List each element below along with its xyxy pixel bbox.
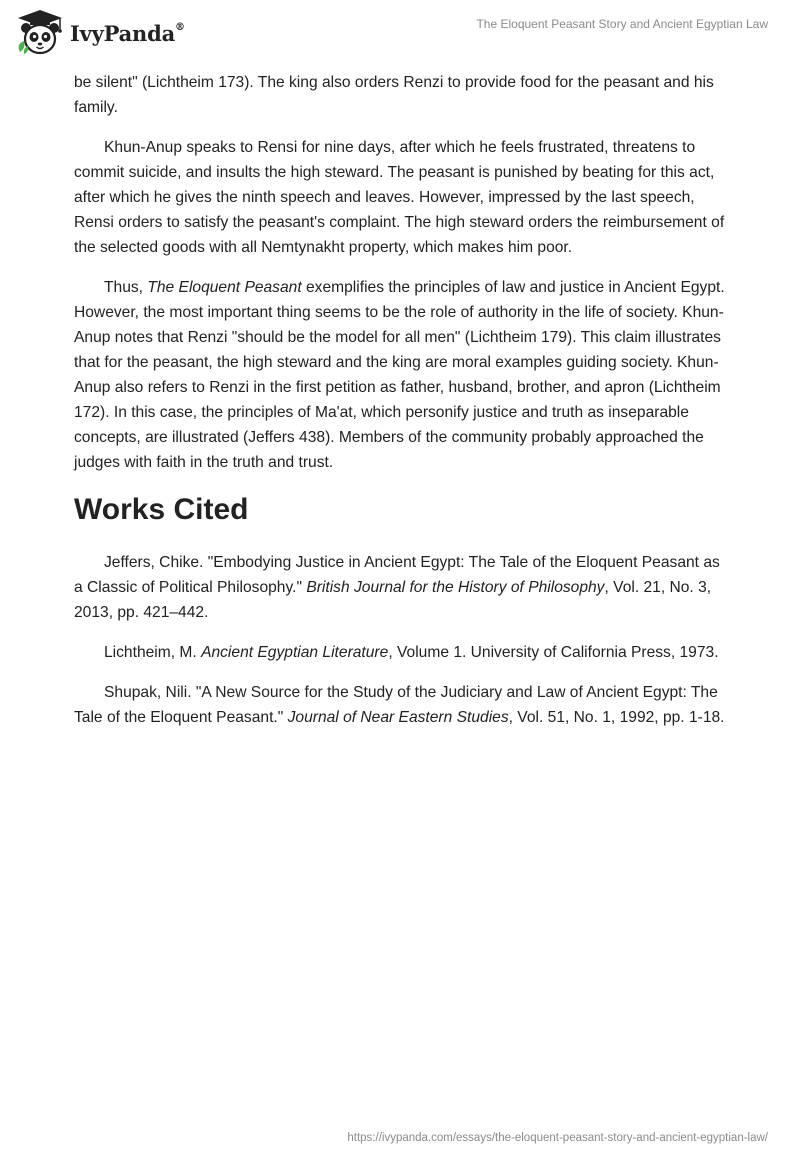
essay-body: [74, 70, 726, 745]
page-header: [0, 0, 800, 64]
brand-name: IvyPanda®: [70, 20, 185, 46]
source-url-link[interactable]: https://ivypanda.com/essays/the-eloquent-peasant-story-and-ancient-egyptian-law/: [347, 1132, 768, 1144]
citation-entry: Jeffers, Chike. "Embodying Justice in Ancient Egypt: The Tale of the Eloquent Peasant as a Classic of Political Philosophy." British Journal for the History of Philosophy, Vol. 21, No. 3, 2013, pp. 421–442.: [74, 554, 720, 621]
document-title: The Eloquent Peasant Story and Ancient Egyptian Law: [476, 17, 768, 31]
ivypanda-logo[interactable]: [14, 8, 185, 58]
citation-entry: Shupak, Nili. "A New Source for the Study of the Judiciary and Law of Ancient Egypt: The Tale of the Eloquent Peasant." Journal of Near Eastern Studies, Vol. 51, No. 1, 1992, pp. 1-18.: [74, 684, 725, 726]
paragraph-2: Khun-Anup speaks to Rensi for nine days, after which he feels frustrated, threatens to commit suicide, and insults the high steward. The peasant is punished by beating for this act, after which he gives the ninth speech and leaves. However, impressed by the last speech, Rensi orders to satisfy the peasant's complaint. The high steward orders the reimbursement of the selected goods with all Nemtynakht property, which makes him poor.: [74, 139, 725, 256]
works-cited-heading: Works Cited: [74, 493, 249, 526]
panda-mascot-icon: [14, 8, 66, 58]
work-title-italic: The Eloquent Peasant: [147, 279, 302, 296]
citation-entry: Lichtheim, M. Ancient Egyptian Literature, Volume 1. University of California Press, 1973.: [104, 644, 719, 661]
paragraph-3: Thus, The Eloquent Peasant exemplifies the principles of law and justice in Ancient Egypt. However, the most important thing seems to be the role of authority in the life of society. Khun-Anup notes that Renzi "should be the model for all men" (Lichtheim 179). This claim illustrates that for the peasant, the high steward and the king are moral examples guiding society. Khun-Anup also refers to Renzi in the first petition as father, husband, brother, and apron (Lichtheim 172). In this case, the principles of Ma'at, which personify justice and truth as inseparable concepts, are illustrated (Jeffers 438). Members of the community probably approached the judges with faith in the truth and trust.: [74, 279, 725, 471]
paragraph-1: be silent" (Lichtheim 173). The king also orders Renzi to provide food for the peasant and his family.: [74, 74, 714, 116]
